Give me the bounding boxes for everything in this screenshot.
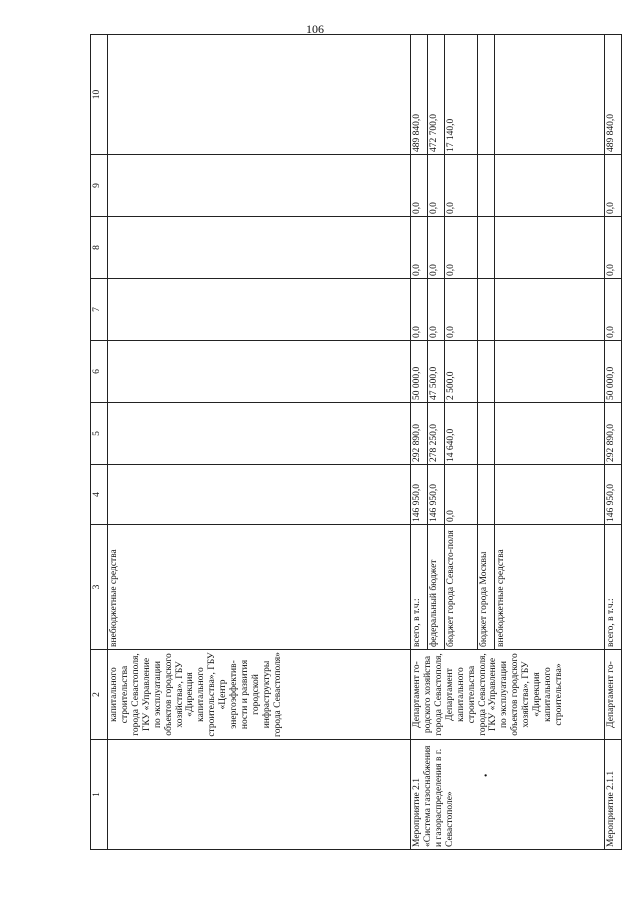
value-cell: 2 500,0 <box>445 341 478 403</box>
value-cell: 47 500,0 <box>428 341 445 403</box>
value-cell: 0,0 <box>411 217 428 279</box>
empty-cell <box>478 341 495 403</box>
empty-cell <box>495 341 605 403</box>
empty-cell <box>108 155 411 217</box>
empty-cell <box>478 279 495 341</box>
header-cell: 10 <box>91 35 108 155</box>
header-cell: 7 <box>91 279 108 341</box>
empty-cell <box>495 403 605 465</box>
value-cell: 0,0 <box>445 279 478 341</box>
empty-cell <box>495 279 605 341</box>
empty-cell <box>108 279 411 341</box>
value-cell: 146 950,0 <box>411 465 428 525</box>
continuation-row <box>108 35 411 850</box>
empty-cell <box>108 403 411 465</box>
source-cell: федеральный бюджет <box>428 525 445 650</box>
executor-cell: Департамент го-родского хозяйства города Севастополя, Департамент капитального строительства города Севастополя, ГКУ «Управление по эксплуатации объектов городского хозяйства», ГБУ «Дирекция капитального строительства» <box>411 650 605 740</box>
empty-cell <box>108 341 411 403</box>
value-cell: 0,0 <box>605 279 622 341</box>
value-cell: 0,0 <box>428 155 445 217</box>
source-cell: всего, в т.ч.: <box>411 525 428 650</box>
value-cell: 146 950,0 <box>605 465 622 525</box>
table-row <box>411 35 428 850</box>
empty-cell <box>108 35 411 155</box>
value-cell: 0,0 <box>445 465 478 525</box>
value-cell: 0,0 <box>428 279 445 341</box>
source-cell: внебюджетные средства <box>495 525 605 650</box>
value-cell: 292 890,0 <box>605 403 622 465</box>
executor-cell: капитального строительства города Севастополя, ГКУ «Управление по эксплуатации объектов городского хозяйства», ГБУ «Дирекция капитального строительства», ГБУ «Центр энергоэффектив-ности и развития городской инфраструктуры города Севастополя» <box>108 650 411 740</box>
value-cell: 0,0 <box>445 155 478 217</box>
empty-cell <box>495 465 605 525</box>
value-cell: 489 840,0 <box>605 35 622 155</box>
value-cell: 17 140,0 <box>445 35 478 155</box>
value-cell: 292 890,0 <box>411 403 428 465</box>
value-cell: 50 000,0 <box>605 341 622 403</box>
measure-name-cell: Мероприятие 2.1.1 <box>605 740 622 850</box>
value-cell: 14 640,0 <box>445 403 478 465</box>
empty-cell <box>495 217 605 279</box>
header-cell: 1 <box>91 740 108 850</box>
stray-mark: • <box>481 773 492 777</box>
value-cell: 0,0 <box>411 155 428 217</box>
measure-name: Мероприятие 2.1 «Система газоснабжения и газораспределения в г. Севастополе» <box>412 745 455 847</box>
empty-cell <box>108 217 411 279</box>
value-cell: 489 840,0 <box>411 35 428 155</box>
empty-cell <box>495 155 605 217</box>
value-cell: 146 950,0 <box>428 465 445 525</box>
header-row <box>91 35 108 850</box>
value-cell: 0,0 <box>411 279 428 341</box>
value-cell: 50 000,0 <box>411 341 428 403</box>
executor-cell: Департамент го- <box>605 650 622 740</box>
source-cell: бюджет города Севасто-поля <box>445 525 478 650</box>
empty-cell <box>108 740 411 850</box>
empty-cell <box>478 217 495 279</box>
header-cell: 6 <box>91 341 108 403</box>
empty-cell <box>108 465 411 525</box>
table-row <box>605 35 622 850</box>
source-cell: внебюджетные средства <box>108 525 411 650</box>
value-cell: 0,0 <box>428 217 445 279</box>
value-cell: 0,0 <box>445 217 478 279</box>
source-cell: бюджет города Москвы <box>478 525 495 650</box>
rotated-table-container <box>90 35 616 850</box>
budget-table <box>90 34 622 850</box>
empty-cell <box>478 403 495 465</box>
source-cell: всего, в т.ч.: <box>605 525 622 650</box>
header-cell: 9 <box>91 155 108 217</box>
value-cell: 0,0 <box>605 217 622 279</box>
header-cell: 8 <box>91 217 108 279</box>
empty-cell <box>495 35 605 155</box>
header-cell: 2 <box>91 650 108 740</box>
page-number: 106 <box>306 22 324 36</box>
measure-name-cell <box>411 740 605 850</box>
empty-cell <box>478 35 495 155</box>
value-cell: 278 250,0 <box>428 403 445 465</box>
header-cell: 4 <box>91 465 108 525</box>
value-cell: 472 700,0 <box>428 35 445 155</box>
header-cell: 3 <box>91 525 108 650</box>
empty-cell <box>478 465 495 525</box>
header-cell: 5 <box>91 403 108 465</box>
value-cell: 0,0 <box>605 155 622 217</box>
empty-cell <box>478 155 495 217</box>
